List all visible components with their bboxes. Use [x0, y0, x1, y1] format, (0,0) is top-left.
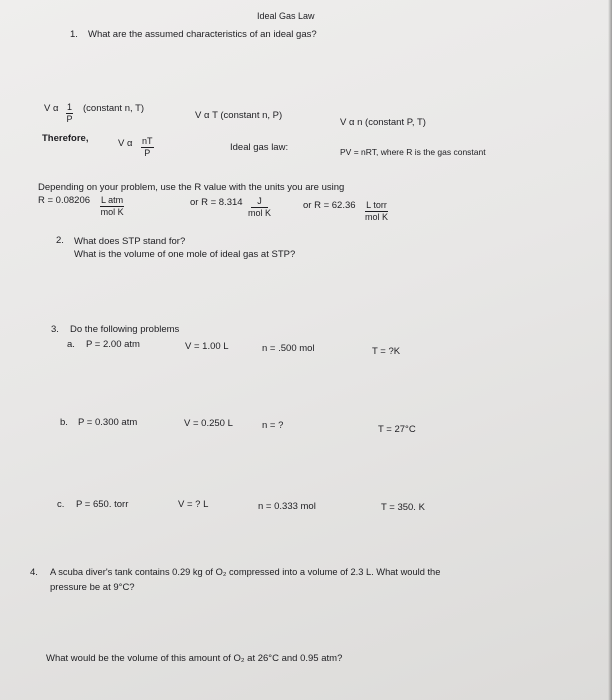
problem-a-pressure: P = 2.00 atm — [86, 339, 140, 350]
problem-b-pressure: P = 0.300 atm — [78, 417, 138, 428]
q3-text: Do the following problems — [70, 324, 180, 335]
q4-line2: pressure be at 9°C? — [50, 582, 135, 593]
r3-units — [365, 201, 388, 223]
problem-a-letter: a. — [67, 339, 75, 350]
r1-units — [100, 196, 124, 218]
combined-numerator: nT — [141, 137, 154, 148]
r2-numerator: J — [251, 197, 268, 208]
avogadro-law: V α n (constant P, T) — [340, 117, 426, 128]
combined-prefix: V α — [118, 138, 133, 149]
problem-c-volume: V = ? L — [178, 499, 209, 510]
r1-numerator: L atm — [100, 196, 124, 207]
problem-a-moles: n = .500 mol — [262, 343, 315, 354]
problem-b-letter: b. — [60, 417, 68, 428]
problem-c-moles: n = 0.333 mol — [258, 501, 316, 512]
boyle-denominator: P — [66, 114, 73, 125]
r2-units — [248, 197, 271, 219]
r2-prefix: or R = 8.314 — [190, 197, 243, 208]
problem-b-volume: V = 0.250 L — [184, 418, 233, 429]
problem-b-temperature: T = 27°C — [378, 424, 416, 435]
charles-law: V α T (constant n, P) — [195, 110, 283, 121]
q2-number: 2. — [56, 235, 64, 246]
page-title: Ideal Gas Law — [257, 11, 315, 21]
q4-number: 4. — [30, 567, 38, 578]
problem-b-moles: n = ? — [262, 420, 284, 431]
problem-c-pressure: P = 650. torr — [76, 499, 129, 510]
problem-c-temperature: T = 350. K — [381, 502, 425, 513]
ideal-gas-label: Ideal gas law: — [230, 142, 289, 153]
therefore-label: Therefore, — [42, 133, 89, 144]
r2-denominator: mol K — [248, 208, 272, 219]
combined-denominator: P — [144, 148, 151, 159]
q2-line2: What is the volume of one mole of ideal gas at STP? — [74, 249, 296, 260]
ideal-gas-equation: PV = nRT, where R is the gas constant — [340, 147, 486, 157]
q4-line3: What would be the volume of this amount of O₂ at 26°C and 0.95 atm? — [46, 653, 343, 664]
boyle-fraction — [66, 103, 73, 125]
q3-number: 3. — [51, 324, 59, 335]
combined-fraction — [141, 137, 154, 159]
page-edge-shadow — [608, 0, 612, 700]
r3-denominator: mol K — [365, 212, 389, 223]
r-value-intro: Depending on your problem, use the R value with the units you are using — [38, 182, 345, 193]
boyle-prefix: V α — [44, 103, 59, 114]
boyle-numerator: 1 — [66, 103, 73, 114]
boyle-condition: (constant n, T) — [83, 103, 145, 114]
q1-number: 1. — [70, 29, 78, 40]
r3-numerator: L torr — [365, 201, 388, 212]
r1-prefix: R = 0.08206 — [38, 195, 91, 206]
q1-text: What are the assumed characteristics of an ideal gas? — [88, 29, 317, 40]
problem-a-volume: V = 1.00 L — [185, 341, 229, 352]
problem-c-letter: c. — [57, 499, 65, 510]
q2-line1: What does STP stand for? — [74, 236, 186, 247]
r1-denominator: mol K — [100, 207, 124, 218]
q4-line1: A scuba diver's tank contains 0.29 kg of O₂ compressed into a volume of 2.3 L. What would the — [50, 567, 441, 577]
problem-a-temperature: T = ?K — [372, 346, 401, 357]
r3-prefix: or R = 62.36 — [303, 200, 356, 211]
